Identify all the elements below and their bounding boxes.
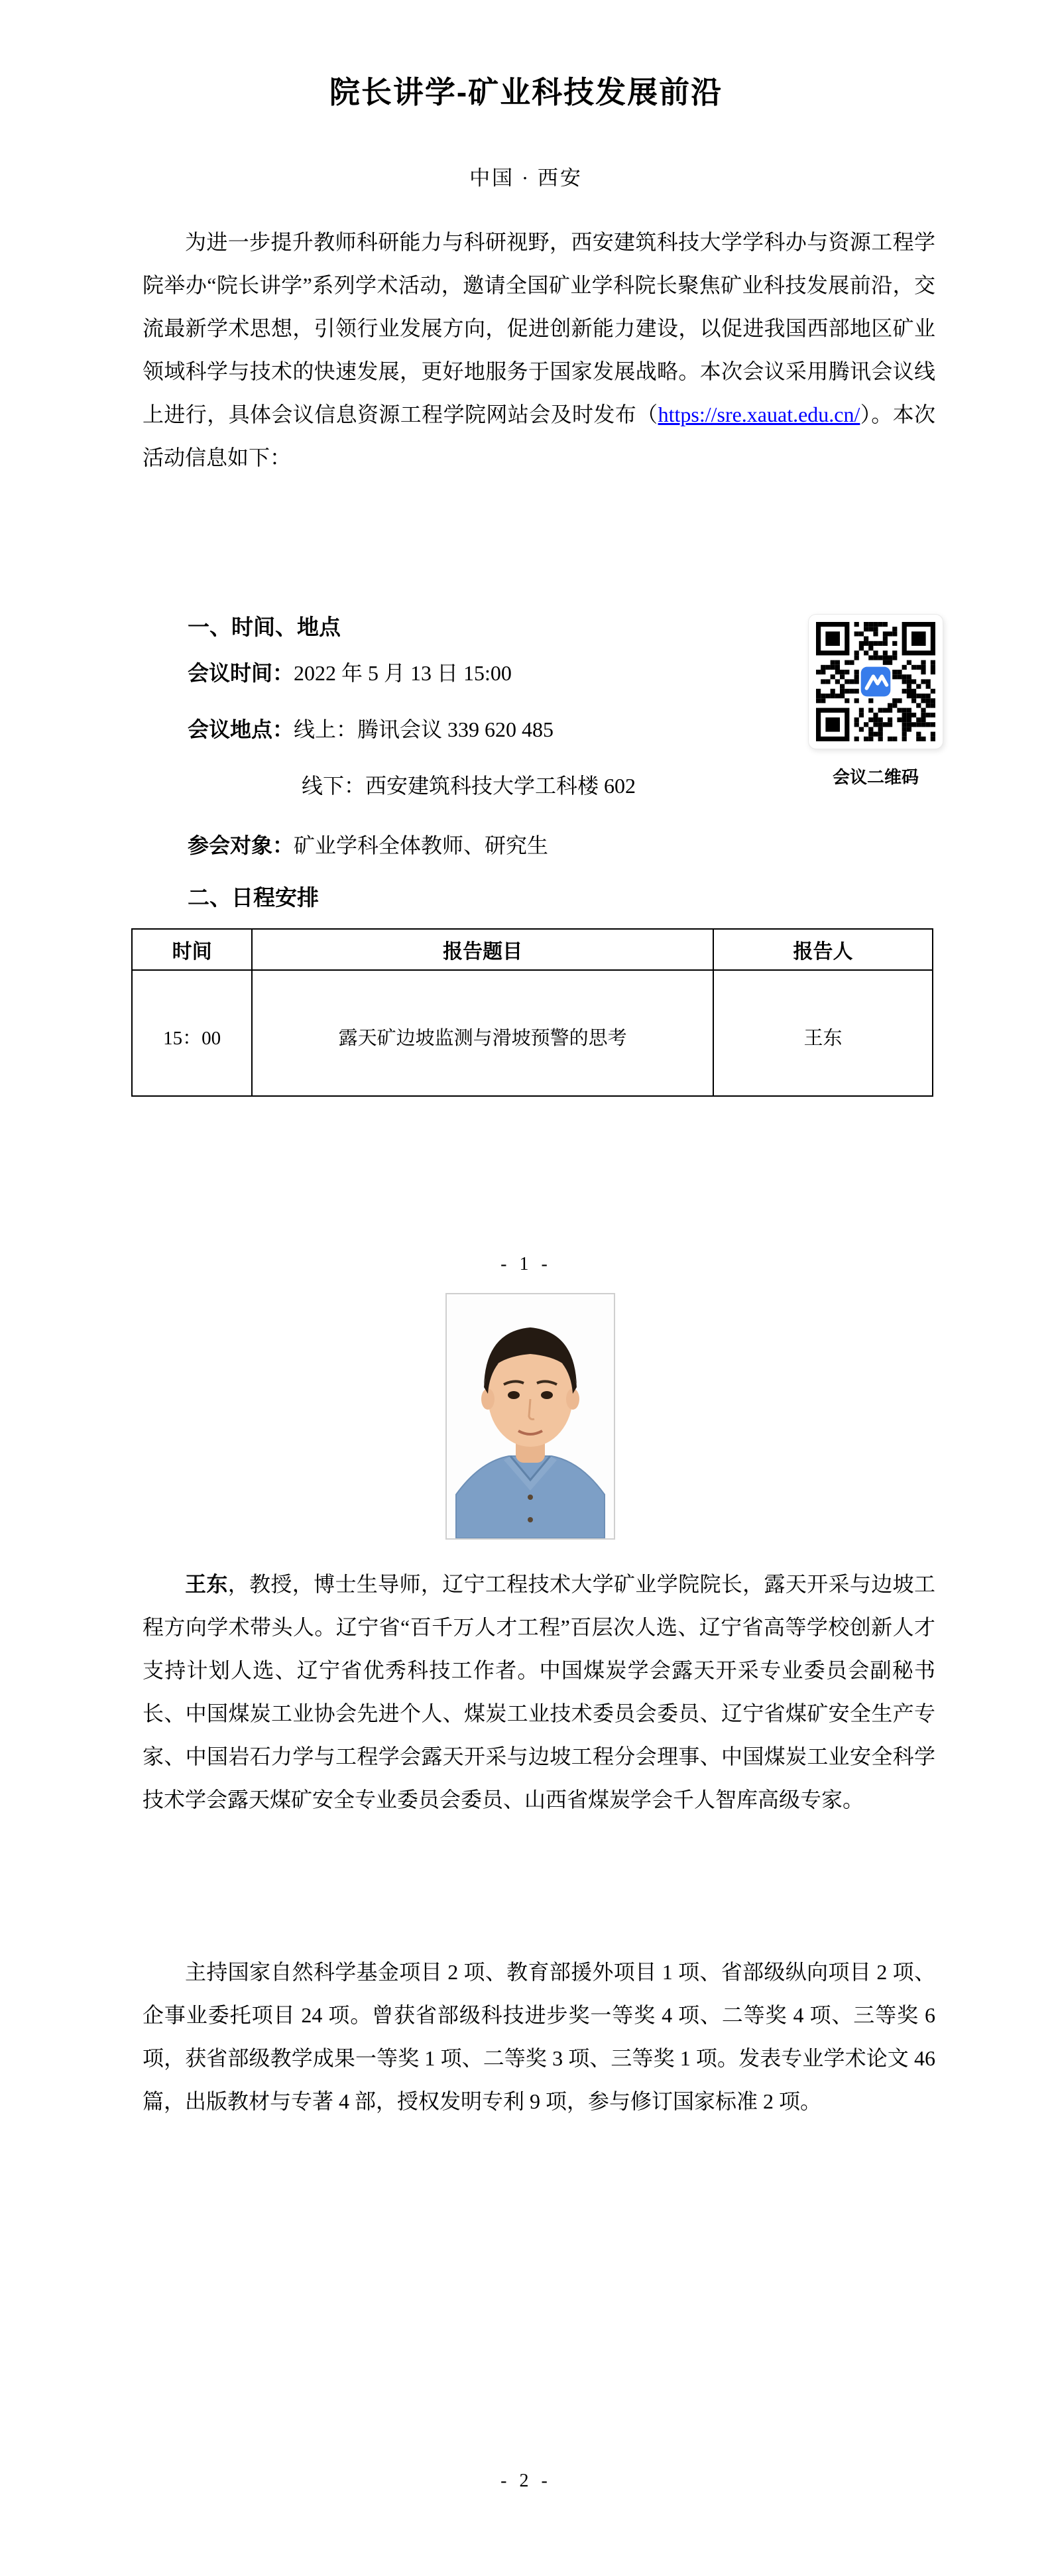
page-number-1: - 1 - [500,1254,552,1274]
bio-paragraph-2: 主持国家自然科学基金项目 2 项、教育部援外项目 1 项、省部级纵向项目 2 项、企事业委托项目 24 项。曾获省部级科技进步奖一等奖 4 项、二等奖 4 项、三等奖 6 项，获省部级教学成果一等奖 1 项、二等奖 3 项、三等奖 1 项。发表专业学术论文 46 篇，出版教材与专著 4 部，授权发明专利 9 项，参与修订国家标准 2 项。 [143,1960,935,2113]
qr-caption: 会议二维码 [832,767,919,787]
schedule-cell-speaker: 王东 [713,970,933,1096]
intro-text-before: 为进一步提升教师科研能力与科研视野，西安建筑科技大学学科办与资源工程学院举办“院长讲学”系列学术活动，邀请全国矿业学科院长聚焦矿业科技发展前沿，交流最新学术思想，引领行业发展方向，促进创新能力建设，以促进我国西部地区矿业领域科学与技术的快速发展，更好地服务于国家发展战略。本次会议采用腾讯会议线上进行，具体会议信息资源工程学院网站会及时发布（ [143,230,935,426]
attendees-value: 矿业学科全体教师、研究生 [294,833,549,857]
meeting-place-line [188,713,554,743]
meeting-place-offline-line [302,769,636,800]
intro-text-after: ）。本次活动信息如下： [143,402,935,469]
bio-paragraph-1 [143,1563,935,1821]
schedule-header-topic: 报告题目 [252,929,713,970]
qr-code-image [816,622,935,741]
schedule-cell-time: 15：00 [132,970,252,1096]
speaker-portrait-image [447,1294,614,1538]
schedule-table [131,928,933,1097]
schedule-cell-topic: 露天矿边坡监测与滑坡预警的思考 [252,970,713,1096]
attendees-label: 参会对象： [188,833,294,857]
bio-paragraph-1-text: ，教授，博士生导师，辽宁工程技术大学矿业学院院长，露天开采与边坡工程方向学术带头人。辽宁省“百千万人才工程”百层次人选、辽宁省高等学校创新人才支持计划人选、辽宁省优秀科技工作者。中国煤炭学会露天开采专业委员会副秘书长、中国煤炭工业协会先进个人、煤炭工业技术委员会委员、辽宁省煤矿安全生产专家、中国岩石力学与工程学会露天开采与边坡工程分会理事、中国煤炭工业安全科学技术学会露天煤矿安全专业委员会委员、山西省煤炭学会千人智库高级专家。 [143,1572,935,1811]
meeting-place-label: 会议地点： [188,717,294,741]
schedule-header-speaker: 报告人 [713,929,933,970]
speaker-photo [445,1293,615,1540]
page-number-2: - 2 - [500,2471,552,2491]
schedule-header-row [132,929,933,970]
page-subtitle: 中国 · 西安 [469,166,583,190]
schedule-row [132,970,933,1096]
speaker-name: 王东 [185,1572,228,1596]
intro-paragraph [143,221,935,479]
page-title: 院长讲学-矿业科技发展前沿 [329,75,723,109]
attendees-line [188,829,548,859]
meeting-place-online-value: 线上：腾讯会议 339 620 485 [294,717,554,741]
meeting-time-line [188,656,512,687]
meeting-time-label: 会议时间： [188,661,294,685]
section-heading-schedule: 二、日程安排 [188,885,319,910]
schedule-header-time: 时间 [132,929,252,970]
meeting-time-value: 2022 年 5 月 13 日 15:00 [294,661,512,685]
website-link[interactable]: https://sre.xauat.edu.cn/ [658,402,860,426]
meeting-place-offline-value: 线下：西安建筑科技大学工科楼 602 [302,774,636,798]
meeting-qr-code [808,614,943,749]
section-heading-time-place: 一、时间、地点 [188,615,341,639]
